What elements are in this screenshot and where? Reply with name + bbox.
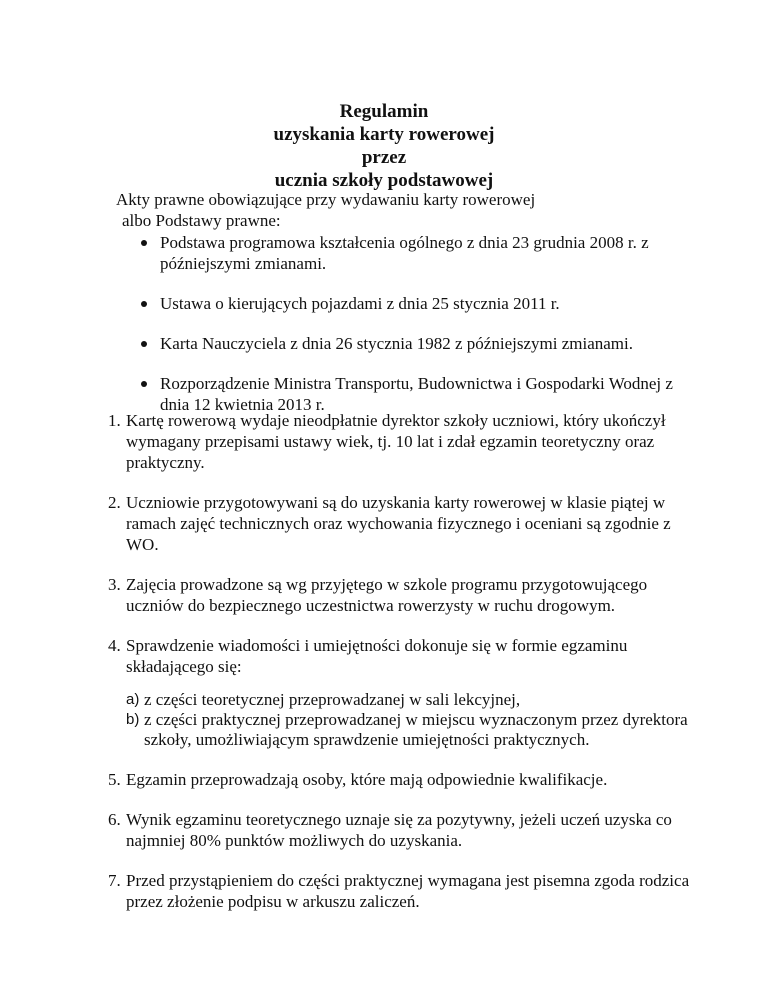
intro-paragraph — [116, 189, 716, 231]
rule-text: Kartę rowerową wydaje nieodpłatnie dyrektor szkoły uczniowi, który ukończył wymagany przepisami ustawy wiek, tj. 10 lat i zdał egzamin teoretyczny oraz praktyczny. — [126, 411, 666, 472]
rules-list — [108, 410, 698, 931]
rule-item — [108, 809, 698, 851]
rule-text: Przed przystąpieniem do części praktycznej wymagana jest pisemna zgoda rodzica przez złożenie podpisu w arkuszu zaliczeń. — [126, 871, 690, 911]
rule-number: 5. — [108, 770, 121, 789]
legal-basis-item: Rozporządzenie Ministra Transportu, Budownictwa i Gospodarki Wodnej z dnia 12 kwietnia 2013 r. — [140, 373, 700, 415]
intro-line-2: albo Podstawy prawne: — [122, 211, 281, 230]
rule-text: Egzamin przeprowadzają osoby, które mają odpowiednie kwalifikacje. — [126, 770, 608, 789]
intro-line-1: Akty prawne obowiązujące przy wydawaniu karty rowerowej — [116, 190, 536, 209]
exam-part-item — [126, 710, 698, 750]
rule-text: Wynik egzaminu teoretycznego uznaje się za pozytywny, jeżeli uczeń uzyska co najmniej 80% punktów możliwych do uzyskania. — [126, 810, 672, 850]
title-line-2: uzyskania karty rowerowej — [273, 124, 495, 145]
exam-part-label: b) — [126, 711, 140, 728]
title-line-3: przez — [361, 147, 407, 168]
document-title — [0, 100, 768, 192]
rule-number: 3. — [108, 575, 121, 594]
exam-part-label: a) — [126, 691, 140, 708]
rule-item — [108, 492, 698, 555]
rule-item — [108, 870, 698, 912]
title-line-4: ucznia szkoły podstawowej — [274, 170, 494, 191]
legal-bases-list — [140, 232, 700, 434]
legal-basis-item: Ustawa o kierujących pojazdami z dnia 25 stycznia 2011 r. — [140, 293, 700, 314]
rule-number: 1. — [108, 411, 121, 430]
rule-item — [108, 574, 698, 616]
title-line-1: Regulamin — [339, 101, 429, 122]
rule-text: Sprawdzenie wiadomości i umiejętności dokonuje się w formie egzaminu składającego się: — [126, 636, 628, 676]
rule-text: Zajęcia prowadzone są wg przyjętego w szkole programu przygotowującego uczniów do bezpiecznego uczestnictwa rowerzysty w ruchu drogowym. — [126, 575, 648, 615]
exam-part-text: z części teoretycznej przeprowadzanej w sali lekcyjnej, — [144, 690, 521, 709]
rule-text: Uczniowie przygotowywani są do uzyskania karty rowerowej w klasie piątej w ramach zajęć technicznych oraz wychowania fizycznego i oceniani są zgodnie z WO. — [126, 493, 671, 554]
rule-number: 7. — [108, 871, 121, 890]
rule-item — [108, 410, 698, 473]
legal-basis-item: Podstawa programowa kształcenia ogólnego z dnia 23 grudnia 2008 r. z późniejszymi zmianami. — [140, 232, 700, 274]
exam-parts-list — [126, 690, 698, 750]
legal-basis-item: Karta Nauczyciela z dnia 26 stycznia 1982 z późniejszymi zmianami. — [140, 333, 700, 354]
rule-number: 2. — [108, 493, 121, 512]
rule-number: 4. — [108, 636, 121, 655]
exam-part-item — [126, 690, 698, 710]
rule-item — [108, 769, 698, 790]
exam-part-text: z części praktycznej przeprowadzanej w miejscu wyznaczonym przez dyrektora szkoły, umożliwiającym sprawdzenie umiejętności praktycznych. — [144, 710, 688, 749]
rule-item — [108, 635, 698, 750]
rule-number: 6. — [108, 810, 121, 829]
